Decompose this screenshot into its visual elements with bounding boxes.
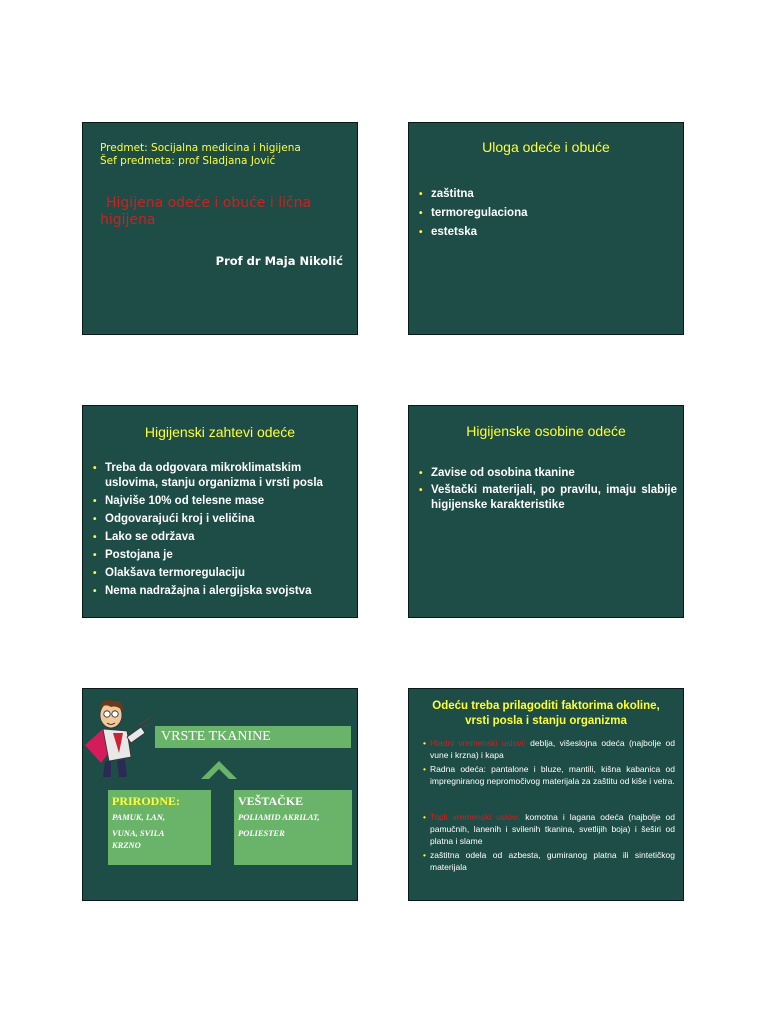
slide-title — [409, 699, 683, 729]
presentation-title — [100, 195, 350, 229]
bullet-list — [93, 461, 351, 602]
list-item-line: • Treba da odgovara mikroklimatskim — [105, 462, 302, 474]
warm-weather-text: komotna i lagana odeća (najbolje od pamučnih, lanenih i svilenih tkanina, svetlijih boja) i šeširi od platna i slame — [430, 812, 676, 846]
list-item: • Odgovarajući kroj i veličina — [93, 512, 351, 527]
department-head-line: Šef predmeta: prof Sladjana Jović — [100, 155, 276, 167]
slide-hygiene-properties — [408, 405, 684, 618]
list-item: • Lako se održava — [93, 530, 351, 545]
list-item: • Najviše 10% od telesne mase — [93, 494, 351, 509]
bullet-list — [419, 466, 677, 515]
list-item: • termoregulaciona — [419, 206, 528, 221]
cold-weather-text: deblja, višeslojna odeća (najbolje od vune i krzna) i kapa — [430, 738, 675, 760]
slide-hygiene-requirements — [82, 405, 358, 618]
professor-cartoon-icon — [83, 697, 153, 779]
slide-fabric-types — [82, 688, 358, 901]
list-item: • estetska — [419, 225, 528, 240]
natural-fabrics-list — [112, 809, 207, 853]
fabric-types-heading: VRSTE TKANINE — [155, 726, 351, 748]
list-item — [423, 737, 675, 761]
fabric-line: KRZNO — [112, 840, 141, 850]
title-line-1: Higijena odeće i obuće i lična — [106, 195, 312, 211]
slide-title: Higijenski zahtevi odeće — [144, 424, 296, 440]
slide-title: Higijenske osobine odeće — [466, 423, 626, 439]
list-item: • Nema nadražajna i alergijska svojstva — [93, 584, 351, 599]
branch-arrows-icon — [199, 755, 239, 781]
natural-fabrics-title: PRIRODNE: — [112, 794, 180, 808]
cold-weather-label: Hladni vremenski uslovi: — [430, 738, 526, 748]
course-info — [100, 142, 301, 168]
list-item: • Radna odeća: pantalone i bluze, mantili, kišna kabanica od impregniranog nepromočivog materijala za zaštitu od kiše i vetra. — [423, 763, 675, 787]
fabric-line: POLIAMID AKRILAT, — [238, 812, 320, 822]
list-item: • Veštački materijali, po pravilu, imaju slabije higijenske karakteristike — [419, 483, 677, 513]
list-item: • Olakšava termoregulaciju — [93, 566, 351, 581]
bullet-list — [419, 187, 528, 244]
synthetic-fabrics-title: VEŠTAČKE — [238, 794, 304, 808]
list-item: • Postojana je — [93, 548, 351, 563]
slide-title-line-1: Odeću treba prilagoditi faktorima okoline, — [432, 700, 660, 712]
list-item: • Zavise od osobina tkanine — [419, 466, 677, 481]
slide-title-line-2: vrsti posla i stanju organizma — [465, 715, 627, 727]
slide-title: Uloga odeće i obuće — [482, 139, 610, 155]
list-item — [93, 461, 351, 491]
author-name: Prof dr Maja Nikolić — [215, 254, 343, 268]
title-line-2: higijena — [100, 212, 156, 228]
list-item: • zaštitna — [419, 187, 528, 202]
list-item: • zaštitna odela od azbesta, gumiranog platna ili sintetičkog materijala — [423, 849, 675, 873]
list-item — [423, 811, 675, 847]
fabric-line: VUNA, SVILA — [112, 828, 165, 838]
list-item-line: uslovima, stanju organizma i vrsti posla — [105, 477, 323, 489]
synthetic-fabrics-list — [238, 809, 348, 841]
subject-line: Predmet: Socijalna medicina i higijena — [100, 142, 301, 154]
slide-role-of-clothing — [408, 122, 684, 335]
fabric-line: PAMUK, LAN, — [112, 812, 165, 822]
warm-weather-block — [423, 811, 675, 873]
slide-clothing-adaptation — [408, 688, 684, 901]
warm-weather-label: Topli vremenski uslovi: — [430, 812, 521, 822]
cold-weather-block — [423, 737, 675, 787]
natural-fabrics-box — [108, 790, 211, 865]
fabric-line: POLIESTER — [238, 828, 285, 838]
slide-title-page — [82, 122, 358, 335]
synthetic-fabrics-box — [234, 790, 352, 865]
